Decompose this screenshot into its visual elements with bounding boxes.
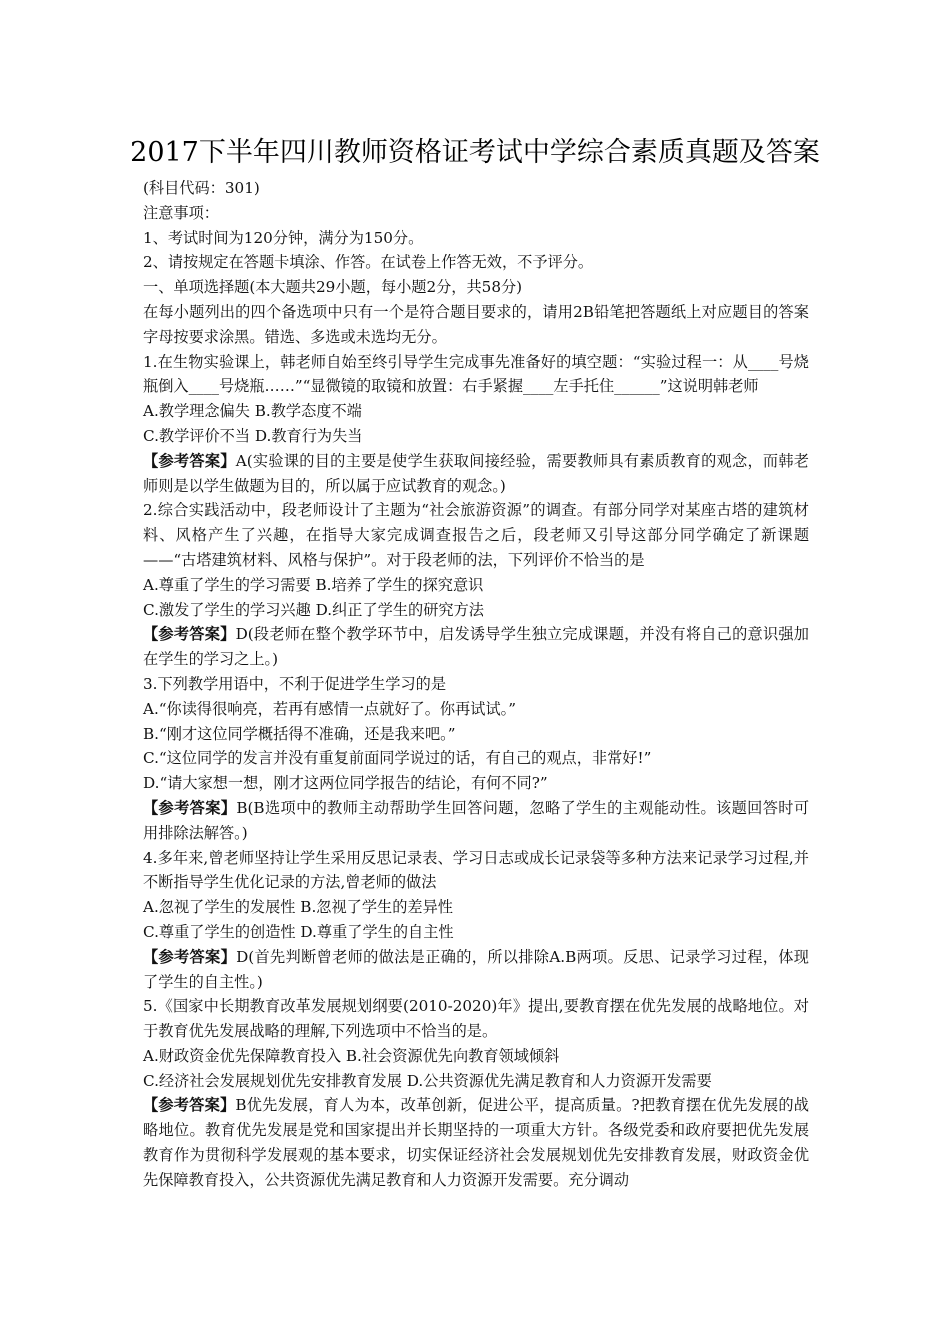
question-stem: 3.下列教学用语中，不利于促进学生学习的是 bbox=[143, 674, 447, 693]
question-option: C.尊重了学生的创造性 D.尊重了学生的自主性 bbox=[143, 922, 454, 941]
answer-paragraph bbox=[143, 622, 809, 672]
note-item: 2、请按规定在答题卡填涂、作答。在试卷上作答无效，不予评分。 bbox=[143, 253, 594, 272]
answer-tag: 【参考答案】 bbox=[143, 625, 236, 644]
document-body bbox=[143, 176, 809, 1193]
question-stem: 4.多年来,曾老师坚持让学生采用反思记录表、学习日志或成长记录袋等多种方法来记录学习过程,并不断指导学生优化记录的方法,曾老师的做法 bbox=[143, 848, 809, 892]
question-option: B.“刚才这位同学概括得不准确，还是我来吧。” bbox=[143, 724, 456, 743]
answer-tag: 【参考答案】 bbox=[143, 1096, 236, 1115]
question-stem: 5.《国家中长期教育改革发展规划纲要(2010-2020)年》提出,要教育摆在优先发展的战略地位。对于教育优先发展战略的理解,下列选项中不恰当的是。 bbox=[143, 997, 809, 1041]
question-option: D.“请大家想一想，刚才这两位同学报告的结论，有何不同?” bbox=[143, 774, 548, 793]
question-option: A.教学理念偏失 B.教学态度不端 bbox=[143, 402, 362, 421]
answer-paragraph bbox=[143, 449, 809, 499]
question-option: C.经济社会发展规划优先安排教育发展 D.公共资源优先满足教育和人力资源开发需要 bbox=[143, 1071, 712, 1090]
answer-text: A(实验课的目的主要是使学生获取间接经验，需要教师具有素质教育的观念，而韩老师则是以学生做题为目的，所以属于应试教育的观念。) bbox=[143, 451, 809, 495]
answer-paragraph bbox=[143, 796, 809, 846]
answer-paragraph bbox=[143, 1093, 809, 1192]
answer-tag: 【参考答案】 bbox=[143, 947, 237, 966]
question-option: C.“这位同学的发言并没有重复前面同学说过的话，有自己的观点，非常好!” bbox=[143, 749, 652, 768]
answer-text: D(首先判断曾老师的做法是正确的，所以排除A.B两项。反思、记录学习过程，体现了学生的自主性。) bbox=[143, 947, 809, 991]
question-option: A.财政资金优先保障教育投入 B.社会资源优先向教育领域倾斜 bbox=[143, 1046, 560, 1065]
answer-text: B(B选项中的教师主动帮助学生回答问题，忽略了学生的主观能动性。该题回答时可用排除法解答。) bbox=[143, 798, 810, 842]
question-option: A.尊重了学生的学习需要 B.培养了学生的探究意识 bbox=[143, 575, 484, 594]
section-heading: 一、单项选择题(本大题共29小题，每小题2分，共58分) bbox=[143, 278, 523, 297]
question-option: C.教学评价不当 D.教育行为失当 bbox=[143, 426, 363, 445]
question-stem: 1.在生物实验课上，韩老师自始至终引导学生完成事先准备好的填空题：“实验过程一：从____号烧瓶倒入____号烧瓶……”“显微镜的取镜和放置：右手紧握____左手托住______”这说明韩老师 bbox=[143, 352, 809, 396]
answer-tag: 【参考答案】 bbox=[143, 451, 236, 470]
question-option: A.忽视了学生的发展性 B.忽视了学生的差异性 bbox=[143, 898, 453, 917]
answer-tag: 【参考答案】 bbox=[143, 798, 237, 817]
document-title: 2017下半年四川教师资格证考试中学综合素质真题及答案 bbox=[130, 137, 820, 168]
answer-paragraph bbox=[143, 945, 809, 995]
note-item: 1、考试时间为120分钟，满分为150分。 bbox=[143, 228, 424, 247]
question-option: A.“你读得很响亮，若再有感情一点就好了。你再试试。” bbox=[143, 699, 517, 718]
answer-text: B优先发展，育人为本，改革创新，促进公平，提高质量。?把教育摆在优先发展的战略地位。教育优先发展是党和国家提出并长期坚持的一项重大方针。各级党委和政府要把优先发展教育作为贯彻科学发展观的基本要求，切实保证经济社会发展规划优先安排教育发展，财政资金优先保障教育投入，公共资源优先满足教育和人力资源开发需要。充分调动 bbox=[143, 1096, 809, 1189]
question-stem: 2.综合实践活动中，段老师设计了主题为“社会旅游资源”的调查。有部分同学对某座古塔的建筑材料、风格产生了兴趣，在指导大家完成调查报告之后，段老师又引导这部分同学确定了新课题——“古塔建筑材料、风格与保护”。对于段老师的法，下列评价不恰当的是 bbox=[143, 501, 809, 569]
subject-code: (科目代码：301) bbox=[143, 179, 260, 197]
question-option: C.激发了学生的学习兴趣 D.纠正了学生的研究方法 bbox=[143, 600, 484, 619]
answer-text: D(段老师在整个教学环节中，启发诱导学生独立完成课题，并没有将自己的意识强加在学生的学习之上。) bbox=[143, 625, 809, 669]
section-instructions: 在每小题列出的四个备选项中只有一个是符合题目要求的，请用2B铅笔把答题纸上对应题目的答案字母按要求涂黑。错选、多选或未选均无分。 bbox=[143, 302, 809, 346]
notes-heading: 注意事项： bbox=[143, 203, 219, 222]
